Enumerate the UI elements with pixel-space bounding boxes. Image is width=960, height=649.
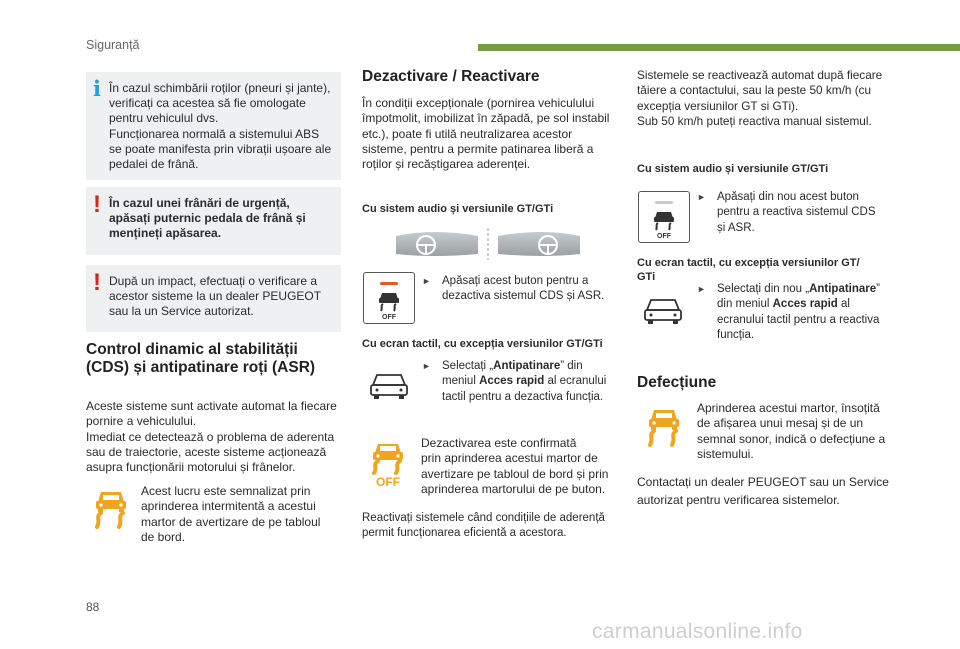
exclamation-icon: ! (93, 191, 101, 218)
warning-line: apăsați puternic pedala de frână și (109, 211, 306, 226)
steering-wheel-controls-icon (388, 226, 588, 262)
emergency-brake-warning-box (86, 187, 341, 255)
info-line: pentru vehiculul dvs. (109, 111, 219, 126)
skid-car-warning-icon (89, 486, 133, 530)
fault-heading: Defecțiune (637, 374, 717, 391)
cds-off-button-icon (639, 192, 689, 242)
info-line: În cazul schimbării roților (pneuri și jante), (109, 81, 331, 95)
touchscreen-subheading: Cu ecran tactil, cu excepția versiunilor GT/GTi (362, 338, 603, 350)
cds-off-button[interactable] (363, 272, 415, 324)
auto-reactivation-description: Sistemele se reactivează automat după fiecare tăiere a contactului, sau la peste 50 km/h (cu excepția versiunilor GT si GTi). Sub 50 km/h puteți reactiva manual sistemul. (637, 68, 883, 128)
reactivate-instruction: ► Apăsați din nou acest buton pentru a reactiva sistemul CDS și ASR. (697, 191, 876, 234)
skid-off-warning-icon (364, 440, 412, 488)
deactivation-heading: Dezactivare / Reactivare (362, 68, 540, 85)
section-heading: Control dinamic al stabilității (CDS) și antipatinare roți (ASR) (86, 341, 316, 376)
off-label: OFF (382, 314, 396, 321)
indicator-description: Acest lucru este semnalizat prin aprinderea intermitentă a acestui martor de avertizare de pe tabloul de bord. (141, 484, 321, 544)
skid-car-warning-icon (642, 404, 686, 448)
warning-line: sau la un Service autorizat. (109, 304, 254, 319)
touchscreen-deactivate-instruction: ► Selectați „Antipatinare” din meniul Acces rapid al ecranului tactil pentru a dezactiva funcția. (422, 360, 607, 403)
cds-description: Aceste sisteme sunt activate automat la fiecare pornire a vehiculului. Imediat ce detectează o problema de aderenta sau de traiectorie, aceste sisteme acționează asupra funcționării motorului și frânelor. (86, 399, 337, 475)
warning-line: mențineți apăsarea. (109, 226, 222, 241)
section-title: Siguranță (86, 38, 140, 52)
warning-line: În cazul unei frânări de urgență, (109, 196, 290, 210)
arrow-bullet-icon: ► (697, 284, 706, 294)
impact-warning-box (86, 265, 341, 332)
off-label: OFF (657, 233, 671, 240)
info-box (86, 72, 341, 180)
deactivate-instruction: ► Apăsați acest buton pentru a dezactiva sistemul CDS și ASR. (422, 275, 605, 303)
page-number: 88 (86, 600, 100, 614)
audio-system-subheading: Cu sistem audio și versiunile GT/GTi (362, 203, 554, 215)
touchscreen-car-icon (638, 293, 688, 329)
cds-off-button[interactable] (638, 191, 690, 243)
arrow-bullet-icon: ► (422, 276, 431, 286)
warning-line: După un impact, efectuați o verificare a (109, 274, 318, 288)
info-line: Funcționarea normală a sistemului ABS (109, 126, 320, 141)
cds-off-button-icon (364, 273, 414, 323)
deactivation-description: În condiții excepționale (pornirea vehiculului împotmolit, imobilizat în zăpadă, pe sol instabil etc.), poate fi utilă neutralizarea acestor sisteme, pentru a permite patinarea liberă a roților și recăștigarea aderenței. (362, 96, 610, 172)
arrow-bullet-icon: ► (422, 361, 431, 371)
info-icon: i (93, 76, 101, 101)
fault-description: Aprinderea acestui martor, însoțită de afișarea unui mesaj și de un semnal sonor, indică o defecțiune a sistemului. (697, 401, 886, 461)
audio-system-subheading: Cu sistem audio și versiunile GT/GTi (637, 163, 829, 175)
warning-line: acestor sisteme la un dealer PEUGEOT (109, 289, 322, 304)
watermark: carmanualsonline.info (592, 620, 803, 643)
off-label: OFF (376, 475, 400, 488)
exclamation-icon: ! (93, 269, 101, 296)
contact-dealer-note: Contactați un dealer PEUGEOT sau un Service autorizat pentru verificarea sistemelor. (637, 475, 889, 507)
deactivation-confirmation: Dezactivarea este confirmată prin aprinderea acestui martor de avertizare pe tabloul de bord și prin aprinderea martorului de pe buton. (421, 436, 609, 496)
info-line: se poate manifesta prin vibrații ușoare ale (109, 141, 332, 156)
arrow-bullet-icon: ► (697, 192, 706, 202)
touchscreen-subheading: Cu ecran tactil, cu excepția versiunilor GT/ GTi (637, 257, 860, 283)
touchscreen-reactivate-instruction: ► Selectați din nou „Antipatinare” din meniul Acces rapid al ecranului tactil pentru a reactiva funcția. (697, 283, 880, 341)
info-line: verificați ca acestea să fie omologate (109, 96, 306, 111)
touchscreen-car-icon (364, 368, 414, 404)
info-line: pedalei de frână. (109, 157, 199, 172)
section-accent-bar (478, 44, 960, 51)
reactivate-note: Reactivați sistemele când condițiile de aderență permit funcționarea eficientă a acestora. (362, 512, 605, 540)
